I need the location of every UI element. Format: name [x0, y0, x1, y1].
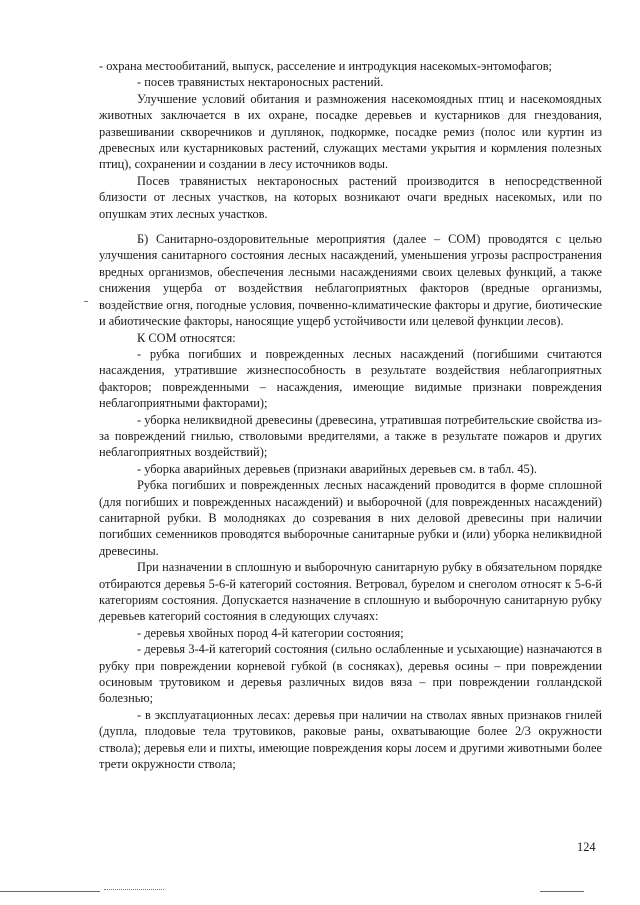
paragraph-sanitary-measures: Б) Санитарно-оздоровительные мероприятия (далее – СОМ) проводятся с целью улучшения санитарного состояния лесных насаждений, уменьшения угрозы распространения вредных организмов, обеспечения лесными насаждениями своих целевых функций, а также снижения ущерба от воздействия неблагоприятных факторов (вредные организмы, воздействие огня, погодные условия, почвенно-климатические факторы и другие, биотические и абиотические факторы, наносящие ущерб устойчивости или целевой функции лесов). — [99, 232, 602, 329]
paragraph-bird-habitat: Улучшение условий обитания и размножения насекомоядных птиц и насекомоядных животных заключается в их охране, посадке деревьев и кустарников для гнездования, развешивании скворечников и дуплянок, подкормке, посадке ремиз (полос или куртин из древесных или кустарниковых растений, служащих местами укрытия и кормления полезных птиц), сохранении и создании в лесу источников воды. — [99, 91, 602, 172]
scan-bottom-edge-left — [0, 891, 100, 892]
list-item-category-3-4: - деревья 3-4-й категорий состояния (сильно ослабленные и усыхающие) назначаются в рубку при повреждении корневой губкой (в сосняках), деревья осины – при повреждении осиновым трутовиком и деревья различных видов вяза – при повреждении голландской болезнью; — [99, 642, 602, 706]
paragraph-felling-assignment: При назначении в сплошную и выборочную санитарную рубку в обязательном порядке отбираются деревья 5-6-й категорий состояния. Ветровал, бурелом и снеголом относят к 5-6-й категориям состояния. Допускается назначение в сплошную и выборочную санитарную рубку деревьев категорий состояния в следующих случаях: — [99, 560, 602, 624]
list-item-nonmarketable-wood: - уборка неликвидной древесины (древесина, утратившая потребительские свойства из-за повреждений гнилью, стволовыми вредителями, а также в результате пожаров и других неблагоприятных воздействий); — [99, 412, 602, 460]
list-item-hazard-trees: - уборка аварийных деревьев (признаки аварийных деревьев см. в табл. 45). — [137, 461, 537, 476]
document-body — [99, 58, 602, 772]
paragraph-som-includes: К СОМ относятся: — [137, 330, 236, 345]
list-item-insect-protection: - охрана местообитаний, выпуск, расселение и интродукция насекомых-энтомофагов; — [99, 59, 552, 73]
list-item-conifer-category-4: - деревья хвойных пород 4-й категории состояния; — [137, 625, 404, 640]
scan-margin-mark — [84, 301, 88, 302]
paragraph-felling-forms: Рубка погибших и поврежденных лесных насаждений проводится в форме сплошной (для погибших и поврежденных насаждений) и выборочной (для поврежденных насаждений) санитарной рубки. В молодняках до созревания в них деловой древесины при наличии погибших семенников проводятся выборочные санитарные рубки и (или) уборка неликвидной древесины. — [99, 478, 602, 558]
paragraph-nectar-sowing: Посев травянистых нектароносных растений производится в непосредственной близости от лесных участков, на которых возникают очаги вредных насекомых, или по опушкам этих лесных участков. — [99, 173, 602, 221]
list-item-nectar-sowing: - посев травянистых нектароносных растений. — [137, 75, 384, 90]
page-number: 124 — [577, 840, 596, 854]
list-item-exploitation-forests: - в эксплуатационных лесах: деревья при наличии на стволах явных признаков гнилей (дупла, плодовые тела трутовиков, раковые раны, охватывающие более 2/3 окружности ствола); деревья ели и пихты, имеющие повреждения коры лосем и другими животными более трети окружности ствола; — [99, 707, 602, 772]
scan-bottom-dots — [104, 889, 164, 892]
list-item-felling-dead-trees: - рубка погибших и поврежденных лесных насаждений (погибшими считаются насаждения, утратившие жизнеспособность в результате воздействия неблагоприятных факторов; поврежденными – насаждения, имеющие видимые признаки повреждения неблагоприятными факторами); — [99, 346, 602, 411]
scan-bottom-edge-right — [540, 891, 584, 892]
